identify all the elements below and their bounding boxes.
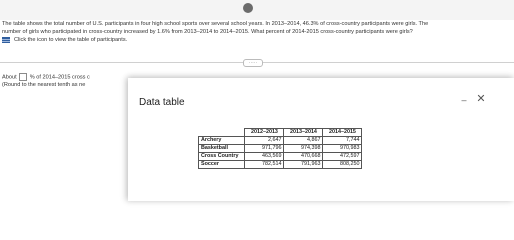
column-header: 2014–2015 bbox=[323, 129, 362, 137]
table-row bbox=[199, 153, 362, 161]
table-cell: 791,963 bbox=[284, 161, 323, 169]
question-line-2: number of girls who participated in cross-country increased by 1.6% from 2013–2014 to 2014–2015. What percent of 2014-2015 cross-country participants were girls? bbox=[2, 29, 413, 35]
table-cell: 782,514 bbox=[245, 161, 284, 169]
table-cell: 470,668 bbox=[284, 153, 323, 161]
answer-input[interactable] bbox=[19, 73, 27, 81]
table-cell: 808,250 bbox=[323, 161, 362, 169]
table-cell: 463,569 bbox=[245, 153, 284, 161]
column-header: 2012–2013 bbox=[245, 129, 284, 137]
column-header: 2013–2014 bbox=[284, 129, 323, 137]
table-icon[interactable] bbox=[2, 37, 10, 43]
row-label: Soccer bbox=[199, 161, 245, 169]
row-label: Cross Country bbox=[199, 153, 245, 161]
expand-ellipsis-button[interactable]: ····· bbox=[243, 59, 263, 67]
question-text bbox=[2, 20, 512, 44]
minimize-button[interactable]: – bbox=[461, 95, 467, 105]
status-dot-icon bbox=[243, 3, 253, 13]
top-bar bbox=[0, 0, 514, 20]
table-row bbox=[199, 137, 362, 145]
question-line-1: The table shows the total number of U.S. participants in four high school sports over several school years. In 2013–2014, 46.3% of cross-country participants were girls. The bbox=[2, 21, 429, 27]
view-table-instruction bbox=[2, 36, 512, 44]
view-table-instruction-text: Click the icon to view the table of participants. bbox=[14, 37, 128, 43]
table-cell: 971,796 bbox=[245, 145, 284, 153]
close-button[interactable]: ✕ bbox=[476, 93, 486, 105]
answer-suffix: % of 2014–2015 cross c bbox=[29, 74, 90, 81]
answer-prefix: About bbox=[2, 74, 17, 81]
dialog-title: Data table bbox=[139, 97, 185, 108]
row-label: Archery bbox=[199, 137, 245, 145]
table-cell: 4,867 bbox=[284, 137, 323, 145]
table-row bbox=[199, 161, 362, 169]
participants-table bbox=[198, 128, 362, 169]
data-table-dialog bbox=[128, 78, 514, 201]
table-header-row bbox=[199, 129, 362, 137]
rounding-instruction: (Round to the nearest tenth as ne bbox=[2, 82, 86, 89]
table-cell: 974,398 bbox=[284, 145, 323, 153]
table-corner-cell bbox=[199, 129, 245, 137]
table-row bbox=[199, 145, 362, 153]
table-cell: 2,647 bbox=[245, 137, 284, 145]
table-cell: 7,744 bbox=[323, 137, 362, 145]
table-cell: 970,983 bbox=[323, 145, 362, 153]
table-cell: 472,597 bbox=[323, 153, 362, 161]
answer-area bbox=[2, 73, 90, 89]
row-label: Basketball bbox=[199, 145, 245, 153]
